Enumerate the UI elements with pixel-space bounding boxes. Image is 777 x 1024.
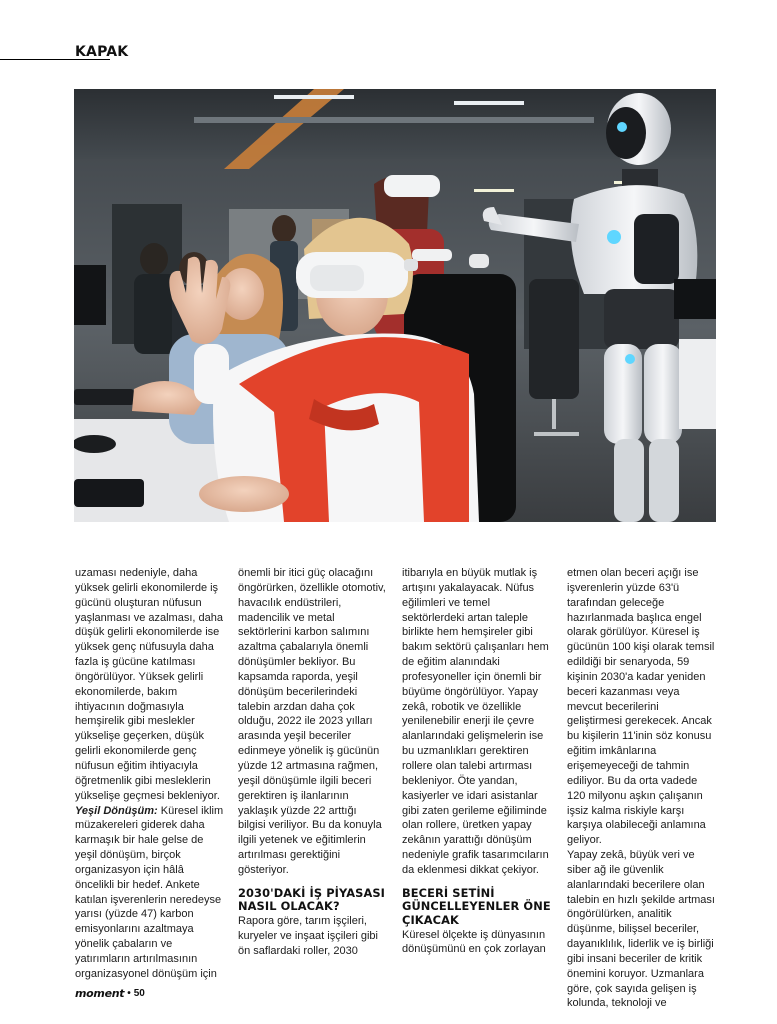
page-footer: [75, 987, 145, 1000]
section-heading: 2030'DAKİ İŞ PİYASASI NASIL OLACAK?: [238, 885, 386, 914]
paragraph: Yapay zekâ, büyük veri ve siber ağ ile güvenlik alanlarındaki becerilere olan talebin en hızlı şekilde artması öngörülürken, analitik düşünme, bilişsel beceriler, dayanıklılık, liderlik ve iş birliği gibi insani beceriler de kritik önemini koruyor. Uzmanlara göre, çok sayıda gelişen iş kolunda, teknoloji ve: [567, 849, 715, 1010]
paragraph-text: Küresel iklim müzakereleri giderek daha karmaşık bir hale gelse de yeşil dönüşüm, birçok organizasyon için hâlâ öncelikli bir hedef. Ankete katılan işverenlerin neredeyse yarısı (yüzde 47) karbon emisyonlarını azaltmaya yönelik çabaların ve yatırımların artırılmasının organizasyonel dönüşüm için: [75, 804, 224, 980]
cover-photo: [74, 89, 716, 522]
paragraph: itibarıyla en büyük mutlak iş artışını yakalayacak. Nüfus eğilimleri ve temel sektörlerdeki artan taleple birlikte hem hemşireler gibi bakım sektörü çalışanları hem de eğitim alanındaki profesyoneller için önemli bir büyüme öngörülüyor. Yapay zekâ, robotik ve özellikle yenilenebilir enerji ile çevre alanlarındaki gelişmelerin ise bu uzmanlıkları gerektiren rollere olan talebi artırması bekleniyor. Öte yandan, kasiyerler ve idari asistanlar gibi zaten gerileme eğiliminde olan rollere, üretken yapay zekânın yarattığı dönüşüm nedeniyle grafik tasarımcıların da eklenmesi dikkat çekiyor.: [402, 567, 549, 876]
article-column-1: [75, 566, 224, 982]
paragraph: etmen olan beceri açığı ise işverenlerin yüzde 63'ü tarafından geleceğe hazırlanmada başlıca engel olarak görülüyor. Küresel iş gücünün 100 kişi olarak temsil edildiği bir senaryoda, 59 kişinin 2030'a kadar yeniden beceri kazanması veya mevcut becerilerini geliştirmesi gerekecek. Ancak bu kişilerin 11'inin söz konusu eğitim imkânlarına erişemeyeceği de tahmin ediliyor. Bu da orta vadede 120 milyonu aşkın çalışanın işsiz kalma riskiyle karşı karşıya olabileceği anlamına geliyor.: [567, 567, 715, 847]
paragraph: önemli bir itici güç olacağını öngörürken, özellikle otomotiv, havacılık endüstrileri, madencilik ve metal sektörlerini karbon salımını azaltma çabalarıyla önemli dönüşümler bekliyor. Bu kapsamda raporda, yeşil dönüşüm becerilerindeki talebin arzdan daha çok olduğu, 2022 ile 2023 yılları arasında yeşil beceriler edinmeye yönelik iş gücünün yüzde 12 artmasına rağmen, yeşil dönüşümle ilgili beceri gerektiren iş ilanlarının yaklaşık yüzde 22 arttığı bilgisi veriliyor. Bu da konuyla ilgili yetenek ve eğitimlerin artırılması gerektiğini gösteriyor.: [238, 567, 386, 876]
footer-separator: •: [127, 988, 131, 999]
article-column-4: [567, 566, 716, 1011]
article-column-2: [238, 566, 387, 958]
lead-in: Yeşil Dönüşüm:: [75, 804, 158, 817]
section-heading: BECERİ SETİNİ GÜNCELLEYENLER ÖNE ÇIKACAK: [402, 885, 551, 927]
article-column-3: [402, 566, 551, 957]
paragraph: [75, 804, 224, 982]
section-label: KAPAK: [75, 44, 129, 60]
paragraph: uzaması nedeniyle, daha yüksek gelirli ekonomilerde iş gücünü oluşturan nüfusun yaşlanması ve azalması, daha düşük gelirli ekonomilerde ise yüksek genç nüfusuyla daha fazla iş gücüne katılması öngörülüyor. Yüksek gelirli ekonomilerde, bakım ihtiyacının doğmasıyla hemşirelik gibi meslekler yükselişe geçerken, düşük gelirli ekonomilerde genç nüfusun eğitim ihtiyacıyla öğretmenlik gibi mesleklerin yükselişe geçmesi bekleniyor.: [75, 567, 223, 802]
paragraph: Küresel ölçekte iş dünyasının dönüşümünü en çok zorlayan: [402, 928, 546, 956]
magazine-logo: moment: [75, 987, 125, 1000]
paragraph: Rapora göre, tarım işçileri, kuryeler ve inşaat işçileri gibi ön saflardaki roller, 2030: [238, 914, 378, 957]
page-number: 50: [133, 988, 145, 999]
